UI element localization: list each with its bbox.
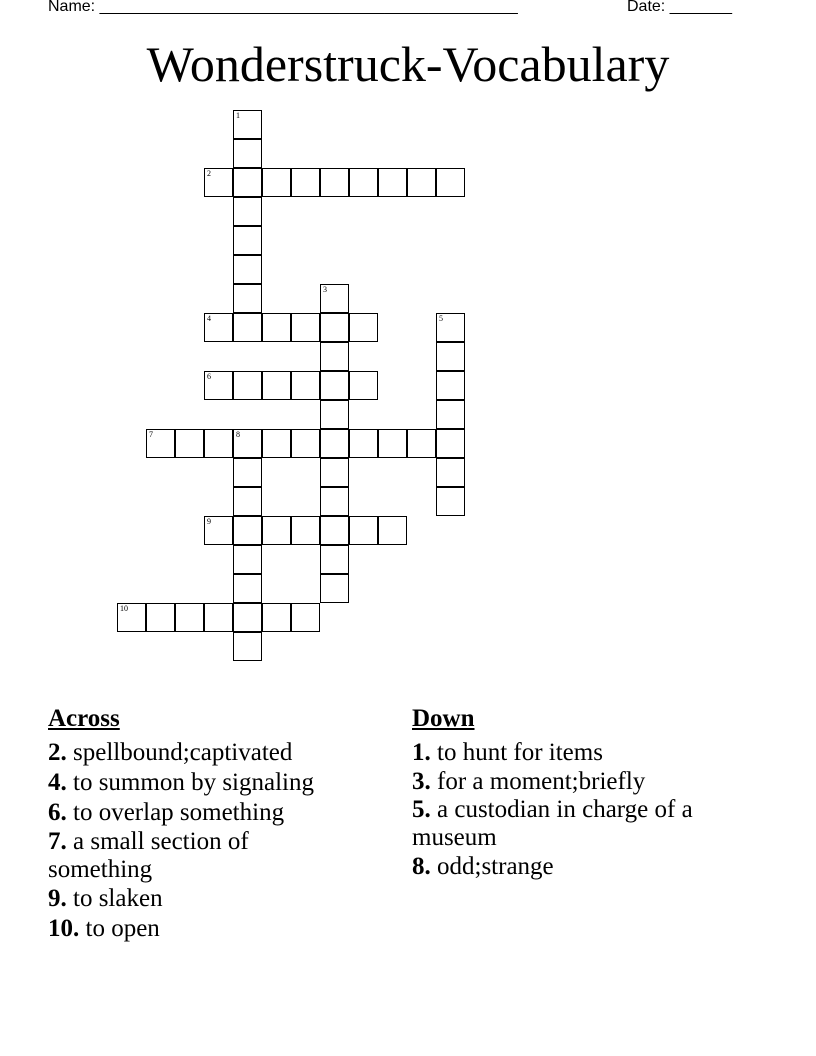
grid-cell[interactable] (262, 603, 291, 632)
clue-number: 1. (412, 739, 431, 766)
cell-number: 3 (323, 285, 327, 294)
clue-text: to open (79, 915, 160, 942)
grid-cell[interactable] (436, 458, 465, 487)
grid-cell[interactable] (349, 516, 378, 545)
clue-text: spellbound;captivated (66, 739, 293, 766)
grid-cell[interactable] (436, 429, 465, 458)
across-heading: Across (48, 705, 120, 732)
clue-number: 10. (48, 915, 80, 942)
grid-cell[interactable] (262, 429, 291, 458)
grid-cell[interactable] (320, 284, 349, 313)
grid-cell[interactable] (320, 429, 349, 458)
grid-cell[interactable] (233, 574, 262, 603)
grid-cell[interactable] (233, 458, 262, 487)
clue-across-10 (48, 914, 388, 944)
grid-cell[interactable] (233, 139, 262, 168)
grid-cell[interactable] (291, 168, 320, 197)
clue-number: 2. (48, 739, 67, 766)
date-field: Date: _______ (627, 0, 732, 15)
grid-cell[interactable] (320, 458, 349, 487)
grid-cell[interactable] (175, 429, 204, 458)
clue-across-6 (48, 798, 388, 828)
grid-cell[interactable] (262, 168, 291, 197)
grid-cell[interactable] (117, 603, 146, 632)
grid-cell[interactable] (233, 545, 262, 574)
cell-number: 7 (149, 430, 153, 439)
grid-cell[interactable] (320, 574, 349, 603)
grid-cell[interactable] (146, 603, 175, 632)
grid-cell[interactable] (233, 632, 262, 661)
grid-cell[interactable] (204, 516, 233, 545)
grid-cell[interactable] (436, 342, 465, 371)
clue-text: for a moment;briefly (430, 768, 646, 795)
clue-number: 5. (412, 796, 431, 823)
grid-cell[interactable] (233, 516, 262, 545)
clue-down-8 (412, 852, 742, 881)
grid-cell[interactable] (349, 371, 378, 400)
grid-cell[interactable] (320, 342, 349, 371)
grid-cell[interactable] (320, 168, 349, 197)
grid-cell[interactable] (204, 371, 233, 400)
cell-number: 10 (120, 604, 128, 613)
clue-across-2 (48, 738, 388, 768)
grid-cell[interactable] (436, 487, 465, 516)
grid-cell[interactable] (262, 313, 291, 342)
grid-cell[interactable] (204, 603, 233, 632)
cell-number: 6 (207, 372, 211, 381)
down-heading: Down (412, 705, 475, 732)
grid-cell[interactable] (262, 371, 291, 400)
clue-number: 8. (412, 853, 431, 880)
cell-number: 5 (439, 314, 443, 323)
grid-cell[interactable] (349, 429, 378, 458)
clue-number: 3. (412, 768, 431, 795)
grid-cell[interactable] (436, 400, 465, 429)
grid-cell[interactable] (233, 429, 262, 458)
clue-across-9 (48, 884, 388, 914)
grid-cell[interactable] (233, 168, 262, 197)
grid-cell[interactable] (436, 168, 465, 197)
grid-cell[interactable] (233, 284, 262, 313)
cell-number: 2 (207, 169, 211, 178)
grid-cell[interactable] (291, 516, 320, 545)
grid-cell[interactable] (291, 603, 320, 632)
grid-cell[interactable] (291, 429, 320, 458)
clue-text: odd;strange (430, 853, 554, 880)
clue-text: to hunt for items (430, 739, 603, 766)
clue-across-4 (48, 768, 388, 798)
grid-cell[interactable] (233, 226, 262, 255)
across-clues (48, 704, 388, 944)
grid-cell[interactable] (320, 516, 349, 545)
grid-cell[interactable] (291, 313, 320, 342)
grid-cell[interactable] (378, 516, 407, 545)
grid-cell[interactable] (436, 371, 465, 400)
grid-cell[interactable] (378, 168, 407, 197)
cell-number: 1 (236, 111, 240, 120)
grid-cell[interactable] (378, 429, 407, 458)
clue-number: 4. (48, 769, 67, 796)
cell-number: 4 (207, 314, 211, 323)
grid-cell[interactable] (233, 487, 262, 516)
clue-text: a small section of something (48, 828, 249, 883)
grid-cell[interactable] (291, 371, 320, 400)
grid-cell[interactable] (320, 545, 349, 574)
grid-cell[interactable] (233, 313, 262, 342)
clue-text: to slaken (66, 885, 163, 912)
grid-cell[interactable] (320, 487, 349, 516)
grid-cell[interactable] (233, 603, 262, 632)
clue-down-1 (412, 738, 742, 767)
grid-cell[interactable] (204, 168, 233, 197)
grid-cell[interactable] (320, 313, 349, 342)
clue-number: 7. (48, 828, 67, 855)
page-title: Wonderstruck-Vocabulary (146, 36, 670, 92)
grid-cell[interactable] (233, 110, 262, 139)
grid-cell[interactable] (262, 516, 291, 545)
grid-cell[interactable] (349, 168, 378, 197)
clue-number: 6. (48, 799, 67, 826)
grid-cell[interactable] (233, 255, 262, 284)
grid-cell[interactable] (233, 197, 262, 226)
grid-cell[interactable] (204, 429, 233, 458)
grid-cell[interactable] (146, 429, 175, 458)
down-clues (412, 704, 742, 881)
grid-cell[interactable] (233, 371, 262, 400)
clue-number: 9. (48, 885, 67, 912)
clue-down-3 (412, 767, 742, 796)
cell-number: 8 (236, 430, 240, 439)
clue-text: to overlap something (66, 799, 285, 826)
clue-text: a custodian in charge of a museum (412, 796, 693, 851)
clue-across-7 (48, 828, 308, 884)
name-field: Name: _______________________________________________ (48, 0, 518, 15)
clue-down-5 (412, 796, 727, 852)
grid-cell[interactable] (407, 168, 436, 197)
grid-cell[interactable] (320, 400, 349, 429)
grid-cell[interactable] (436, 313, 465, 342)
grid-cell[interactable] (320, 371, 349, 400)
grid-cell[interactable] (349, 313, 378, 342)
cell-number: 9 (207, 517, 211, 526)
grid-cell[interactable] (175, 603, 204, 632)
grid-cell[interactable] (204, 313, 233, 342)
grid-cell[interactable] (407, 429, 436, 458)
clue-text: to summon by signaling (66, 769, 314, 796)
